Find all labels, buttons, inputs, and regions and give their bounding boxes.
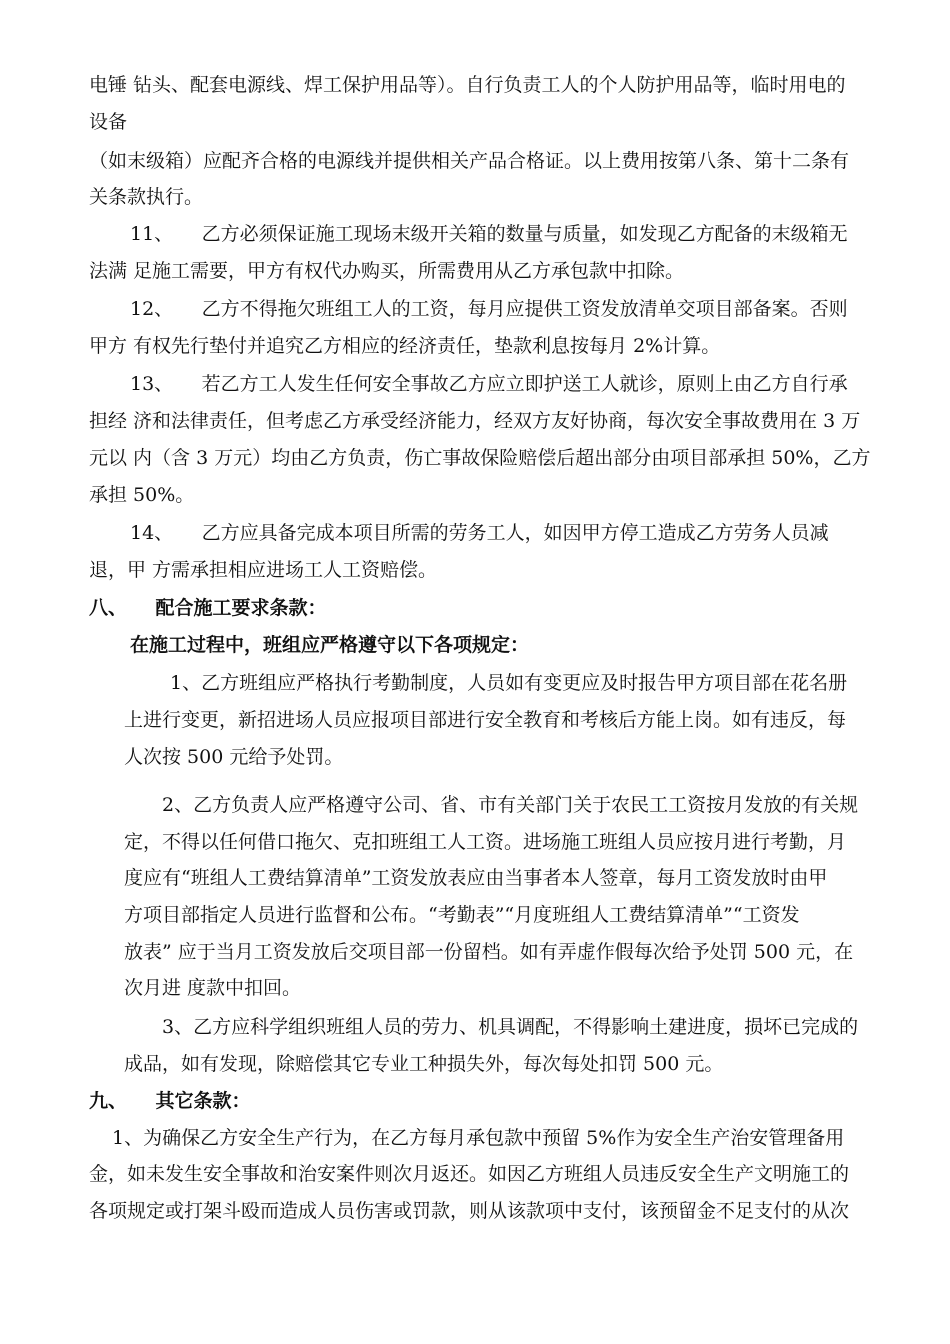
text-line: 2、乙方负责人应严格遵守公司、省、市有关部门关于农民工工资按月发放的有关规 [162, 794, 859, 816]
text-line: 电锤 钻头、配套电源线、焊工保护用品等）。自行负责工人的个人防护用品等，临时用电的 [89, 74, 846, 96]
text-line: 放表” 应于当月工资发放后交项目部一份留档。如有弄虚作假每次给予处罚 500 元，在 [124, 941, 854, 963]
text-line: 1、为确保乙方安全生产行为，在乙方每月承包款中预留 5%作为安全生产治安管理备用 [112, 1127, 845, 1149]
text-line: 1、乙方班组应严格执行考勤制度，人员如有变更应及时报告甲方项目部在花名册 [170, 672, 848, 694]
text-line: 关条款执行。 [89, 186, 204, 208]
text-line: （如末级箱）应配齐合格的电源线并提供相关产品合格证。以上费用按第八条、第十二条有 [89, 150, 850, 172]
text-line: 甲方 有权先行垫付并追究乙方相应的经济责任，垫款利息按每月 2%计算。 [89, 335, 721, 357]
text-line: 设备 [89, 111, 128, 133]
text-line: 人次按 500 元给予处罚。 [124, 746, 344, 768]
text-line: 3、乙方应科学组织班组人员的劳力、机具调配，不得影响土建进度，损坏已完成的 [162, 1016, 859, 1038]
text-line: 法满 足施工需要，甲方有权代办购买，所需费用从乙方承包款中扣除。 [89, 260, 685, 282]
text-line: 承担 50%。 [89, 484, 195, 506]
text-line: 次月进 度款中扣回。 [124, 977, 302, 999]
section-heading: 八、 配合施工要求条款： [89, 597, 327, 619]
section-heading: 九、 其它条款： [89, 1090, 251, 1112]
text-line: 上进行变更，新招进场人员应报项目部进行安全教育和考核后方能上岗。如有违反，每 [124, 709, 847, 731]
text-line: 成品，如有发现，除赔偿其它专业工种损失外，每次每处扣罚 500 元。 [124, 1053, 724, 1075]
text-line: 退，甲 方需承担相应进场工人工资赔偿。 [89, 559, 438, 581]
text-line: 度应有“班组人工费结算清单”工资发放表应由当事者本人签章，每月工资发放时由甲 [124, 867, 828, 889]
text-line: 金，如未发生安全事故和治安案件则次月返还。如因乙方班组人员违反安全生产文明施工的 [89, 1163, 850, 1185]
text-line: 担经 济和法律责任，但考虑乙方承受经济能力，经双方友好协商，每次安全事故费用在 3 万 [89, 410, 861, 432]
text-line: 定，不得以任何借口拖欠、克扣班组工人工资。进场施工班组人员应按月进行考勤，月 [124, 831, 847, 853]
text-line: 元以 内（含 3 万元）均由乙方负责，伤亡事故保险赔偿后超出部分由项目部承担 50%，乙方 [89, 447, 871, 469]
text-line: 11、 乙方必须保证施工现场末级开关箱的数量与质量，如发现乙方配备的末级箱无 [130, 223, 848, 245]
text-line: 13、 若乙方工人发生任何安全事故乙方应立即护送工人就诊，原则上由乙方自行承 [130, 373, 848, 395]
text-line: 方项目部指定人员进行监督和公布。“考勤表”“月度班组人工费结算清单”“工资发 [124, 904, 800, 926]
text-line: 各项规定或打架斗殴而造成人员伤害或罚款，则从该款项中支付，该预留金不足支付的从次 [89, 1200, 850, 1222]
subheading: 在施工过程中，班组应严格遵守以下各项规定： [130, 634, 530, 656]
text-line: 14、 乙方应具备完成本项目所需的劳务工人，如因甲方停工造成乙方劳务人员减 [130, 522, 829, 544]
text-line: 12、 乙方不得拖欠班组工人的工资，每月应提供工资发放清单交项目部备案。否则 [130, 298, 848, 320]
